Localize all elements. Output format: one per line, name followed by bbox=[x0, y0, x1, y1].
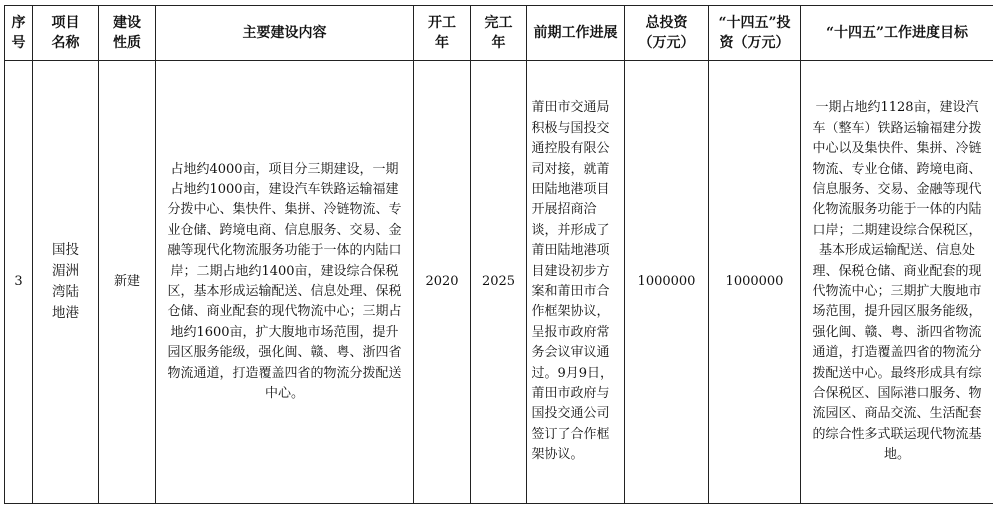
header-fyp-investment: “十四五”投资（万元） bbox=[709, 6, 801, 61]
cell-fyp-investment: 1000000 bbox=[709, 61, 801, 504]
cell-nature: 新建 bbox=[99, 61, 156, 504]
header-total-investment: 总投资（万元） bbox=[625, 6, 709, 61]
cell-seq: 3 bbox=[5, 61, 33, 504]
cell-project-name: 国投湄洲湾陆地港 bbox=[33, 61, 99, 504]
header-content: 主要建设内容 bbox=[156, 6, 414, 61]
header-progress: 前期工作进展 bbox=[527, 6, 625, 61]
cell-total-investment: 1000000 bbox=[625, 61, 709, 504]
cell-progress: 莆田市交通局积极与国投交通控股有限公司对接，就莆田陆地港项目开展招商洽谈，并形成了莆田陆地港项目建设初步方案和莆田市合作框架协议，呈报市政府常务会议审议通过。9月9日，莆田市政府与国投交通公司签订了合作框架协议。 bbox=[527, 61, 625, 504]
table-row bbox=[5, 61, 993, 504]
cell-start-year: 2020 bbox=[414, 61, 471, 504]
header-row bbox=[5, 6, 993, 61]
cell-content: 占地约4000亩，项目分三期建设，一期占地约1000亩，建设汽车铁路运输福建分拨中心、集快件、集拼、冷链物流、专业仓储、跨境电商、信息服务、交易、金融等现代化物流服务功能于一体的内陆口岸；二期占地约1400亩，建设综合保税区，基本形成运输配送、信息处理、保税仓储、商业配套的现代物流中心；三期占地约1600亩，扩大腹地市场范围，提升园区服务能级，强化闽、赣、粤、浙四省物流通道，打造覆盖四省的物流分拨配送中心。 bbox=[156, 61, 414, 504]
cell-finish-year: 2025 bbox=[471, 61, 527, 504]
header-start-year: 开工年 bbox=[414, 6, 471, 61]
header-nature: 建设性质 bbox=[99, 6, 156, 61]
cell-fyp-goal: 一期占地约1128亩，建设汽车（整车）铁路运输福建分拨中心以及集快件、集拼、冷链物流、专业仓储、跨境电商、信息服务、交易、金融等现代化物流服务功能于一体的内陆口岸；二期建设综合保税区，基本形成运输配送、信息处理、保税仓储、商业配套的现代物流中心；三期扩大腹地市场范围，提升园区服务能级，强化闽、赣、粤、浙四省物流通道，打造覆盖四省的物流分拨配送中心。最终形成具有综合保税区、国际港口服务、物流园区、商品交流、生活配套的综合性多式联运现代物流基地。 bbox=[801, 61, 993, 504]
header-fyp-goal: “十四五”工作进度目标 bbox=[801, 6, 993, 61]
header-name: 项目名称 bbox=[33, 6, 99, 61]
header-seq: 序号 bbox=[5, 6, 33, 61]
header-finish-year: 完工年 bbox=[471, 6, 527, 61]
project-table bbox=[4, 5, 993, 504]
